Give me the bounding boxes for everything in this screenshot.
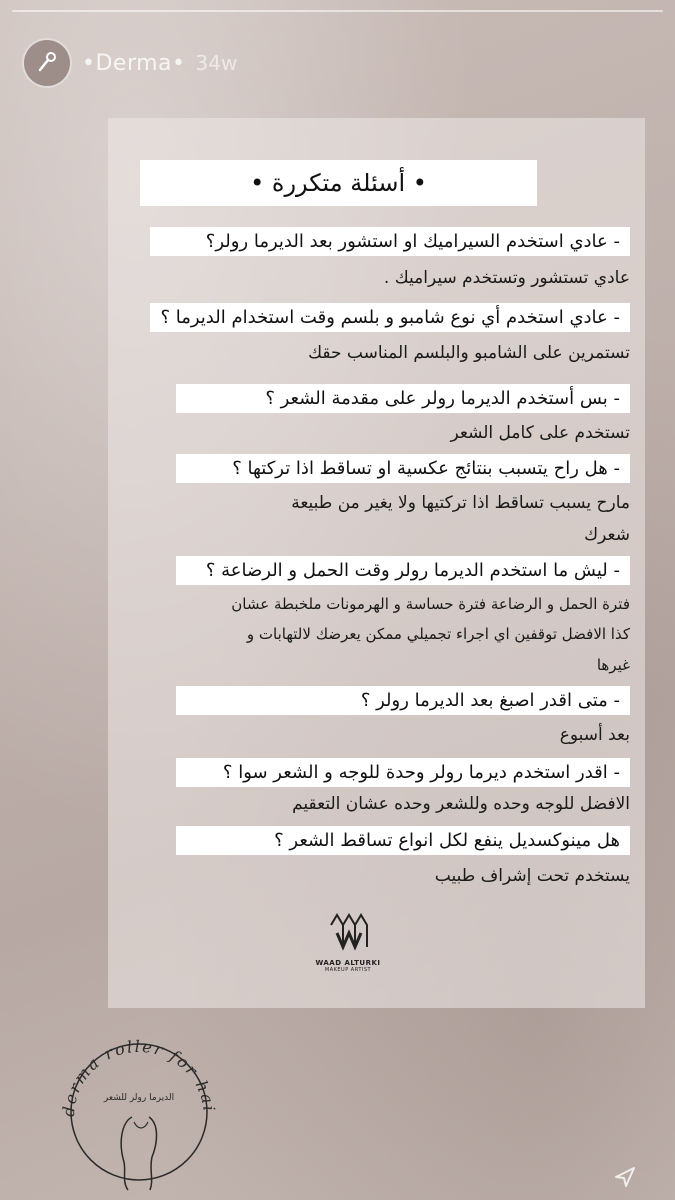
faq-question: - متى اقدر اصبغ بعد الديرما رولر ؟ bbox=[176, 686, 630, 715]
stamp-graphic bbox=[54, 1022, 224, 1192]
stamp-arabic-text: الديرما رولر للشعر bbox=[103, 1093, 175, 1103]
faq-title: • أسئلة متكررة • bbox=[140, 160, 537, 206]
story-header bbox=[22, 38, 237, 88]
faq-question: - بس أستخدم الديرما رولر على مقدمة الشعر ؟ bbox=[176, 384, 630, 413]
paper-plane-icon bbox=[613, 1165, 637, 1189]
profile-avatar[interactable] bbox=[22, 38, 72, 88]
svg-text:derma roller for hair bbox=[54, 1022, 219, 1117]
faq-question: - ليش ما استخدم الديرما رولر وقت الحمل و الرضاعة ؟ bbox=[176, 556, 630, 585]
brand-logo bbox=[308, 905, 388, 985]
faq-question: - عادي استخدم أي نوع شامبو و بلسم وقت استخدام الديرما ؟ bbox=[150, 303, 630, 332]
faq-answer: شعرك bbox=[584, 525, 630, 545]
stamp-arc-text: derma roller for hai bbox=[58, 1036, 219, 1118]
faq-question: - اقدر استخدم ديرما رولر وحدة للوجه و الشعر سوا ؟ bbox=[176, 758, 630, 787]
logo-subtitle: MAKEUP ARTIST bbox=[324, 967, 372, 973]
house-w-logo-icon bbox=[323, 905, 373, 955]
faq-answer: عادي تستشور وتستخدم سيراميك . bbox=[383, 268, 630, 288]
faq-question: - هل راح يتسبب بنتائج عكسية او تساقط اذا تركتها ؟ bbox=[176, 454, 630, 483]
faq-answer: مارح يسبب تساقط اذا تركتيها ولا يغير من طبيعة bbox=[291, 493, 630, 513]
faq-answer: بعد أسبوع bbox=[559, 725, 630, 745]
faq-answer: يستخدم تحت إشراف طبيب bbox=[434, 866, 630, 886]
faq-question: هل مينوكسديل ينفع لكل انواع تساقط الشعر ؟ bbox=[176, 826, 630, 855]
story-progress-bar bbox=[12, 10, 663, 12]
derma-roller-stamp bbox=[54, 1022, 224, 1192]
account-name[interactable]: •Derma• bbox=[82, 50, 186, 76]
faq-answer: كذا الافضل توقفين اي اجراء تجميلي ممكن يعرضك لالتهابات و bbox=[246, 625, 630, 643]
faq-answer: فترة الحمل و الرضاعة فترة حساسة و الهرمونات ملخبطة عشان bbox=[231, 595, 630, 613]
derma-roller-icon bbox=[34, 50, 60, 76]
faq-question: - عادي استخدم السيراميك او استشور بعد الديرما رولر؟ bbox=[150, 227, 630, 256]
faq-answer: تستخدم على كامل الشعر bbox=[450, 423, 630, 443]
post-time: 34w bbox=[195, 51, 238, 75]
faq-answer: تستمرين على الشامبو والبلسم المناسب حقك bbox=[308, 343, 630, 363]
faq-answer: غيرها bbox=[596, 656, 630, 674]
faq-answer: الافضل للوجه وحده وللشعر وحده عشان التعقيم bbox=[292, 794, 630, 814]
logo-name: WAAD ALTURKI bbox=[315, 959, 381, 967]
send-icon[interactable] bbox=[613, 1165, 637, 1193]
